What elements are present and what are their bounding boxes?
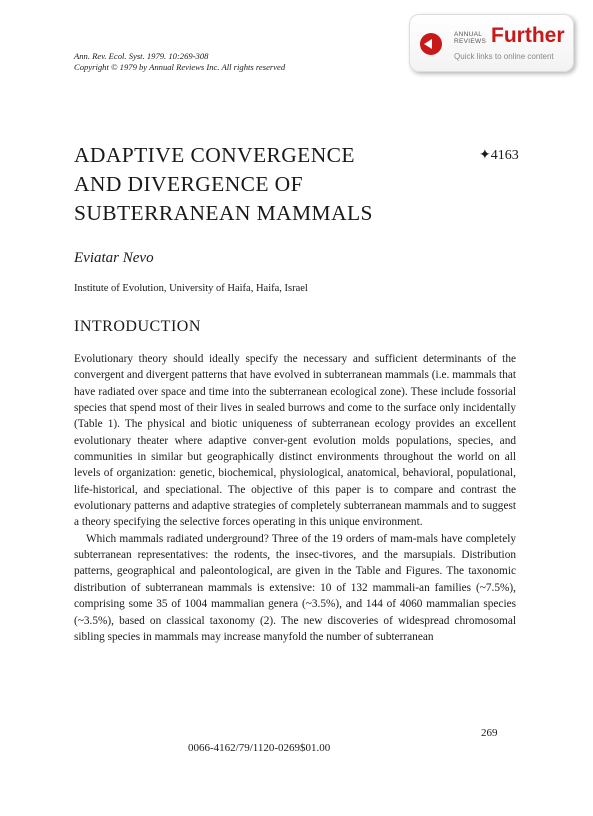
badge-brand [454,31,486,45]
article-code-number: 4163 [490,148,519,163]
back-arrow-icon [420,33,442,55]
annual-reviews-further-badge[interactable] [409,14,574,72]
paragraph-2: Which mammals radiated underground? Three of the 19 orders of mam-mals have completely subterranean representatives: the rodents, the insec-tivores, and the marsupials. Distribution patterns, geographical and paleontological, are given in the Table and Figures. The taxonomic distribution of subterranean mammals is extensive: 10 of 132 mammali-an families (~7.5%), comprising some 35 of 1004 mammalian genera (~3.5%), and 144 of 4060 mammalian species (~3.5%), based on classical taxonomy (2). The new discoveries of widespread chromosomal sibling species in mammals may increase manyfold the number of subterranean [74,532,516,643]
title-line-1: ADAPTIVE CONVERGENCE [74,143,355,167]
badge-annual-label: ANNUAL [454,31,483,38]
badge-reviews-label: REVIEWS [454,38,487,45]
journal-line-1: Ann. Rev. Ecol. Syst. 1979. 10:269-308 [74,51,209,61]
article-code [479,147,519,164]
badge-tagline: Quick links to online content [454,52,554,61]
journal-line-2: Copyright © 1979 by Annual Reviews Inc. All rights reserved [74,62,286,72]
article-title [74,141,373,228]
title-line-3: SUBTERRANEAN MAMMALS [74,201,373,225]
paragraph-1: Evolutionary theory should ideally specify the necessary and sufficient determinants of the convergent and divergent patterns that have evolved in subterranean mammals (i.e. mammals that have radiated over space and time into the subterranean ecological zone). These include fossorial species that spend most of their lives in sealed burrows and come to the surface only incidentally (Table 1). The physical and biotic uniqueness of subterranean ecology provides an excellent evolutionary theater where adaptive conver-gent evolution molds populations, species, and communities in similar but geographically distinct environments throughout the world on all levels of organization: genetic, biochemical, physiological, anatomical, behavioral, populational, life-historical, and speciational. The objective of this paper is to compare and contrast the evolutionary patterns and adaptive strategies of completely subterranean mammals and to suggest a theory specifying the selective forces operating in this unique environment. [74,353,516,529]
author-name: Eviatar Nevo [74,250,154,266]
author-affiliation: Institute of Evolution, University of Haifa, Haifa, Israel [74,283,308,294]
title-line-2: AND DIVERGENCE OF [74,172,303,196]
badge-further-label: Further [491,24,565,47]
journal-citation [74,51,285,73]
article-body [74,351,516,645]
price-code: 0066-4162/79/1120-0269$01.00 [188,742,331,754]
page-number: 269 [481,727,498,739]
section-heading: INTRODUCTION [74,318,201,335]
code-symbol-icon: ✦ [479,148,491,163]
